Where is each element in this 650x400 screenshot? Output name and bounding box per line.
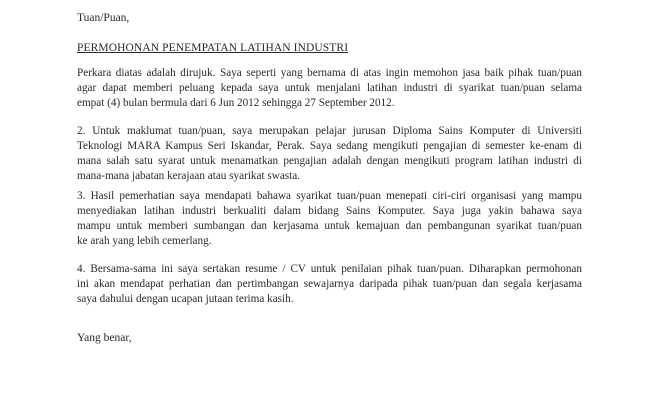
- paragraph-line: mampu untuk memberi sumbangan dan kerjasama untuk kemajuan dan pembangunan syarikat tuan/puan: [77, 220, 582, 232]
- paragraph-line: mana salah satu syarat untuk menamatkan pengajian adalah dengan mengikuti program latihan industri di: [77, 155, 582, 167]
- paragraph-line: 2. Untuk maklumat tuan/puan, saya merupakan pelajar jurusan Diploma Sains Komputer di Universiti: [77, 125, 582, 137]
- paragraph-line: ini akan mendapat perhatian dan pertimbangan sewajarnya daripada pihak tuan/puan dan segala kerjasama: [77, 278, 582, 290]
- paragraph-line: 3. Hasil pemerhatian saya mendapati bahawa syarikat tuan/puan menepati ciri-ciri organisasi yang mampu: [77, 190, 582, 202]
- letter-subject: PERMOHONAN PENEMPATAN LATIHAN INDUSTRI: [77, 42, 349, 54]
- paragraph-line: ke arah yang lebih cemerlang.: [77, 235, 212, 247]
- paragraph-line: mana-mana jabatan kerajaan atau syarikat swasta.: [77, 170, 301, 182]
- closing: Yang benar,: [77, 332, 132, 344]
- paragraph-line: 4. Bersama-sama ini saya sertakan resume / CV untuk penilaian pihak tuan/puan. Diharapkan permohonan: [77, 263, 582, 275]
- paragraph-line: agar dapat memberi peluang kepada saya untuk menjalani latihan industri di syarikat tuan/puan selama: [77, 82, 582, 94]
- salutation: Tuan/Puan,: [77, 12, 130, 24]
- paragraph-line: Teknologi MARA Kampus Seri Iskandar, Perak. Saya sedang mengikuti pengajian di semester ke-enam di: [77, 140, 582, 152]
- paragraph-line: empat (4) bulan bermula dari 6 Jun 2012 sehingga 27 September 2012.: [77, 97, 395, 109]
- paragraph-line: Perkara diatas adalah dirujuk. Saya seperti yang bernama di atas ingin memohon jasa baik pihak tuan/puan: [77, 67, 582, 79]
- paragraph-1: [77, 66, 582, 111]
- paragraph-3: [77, 189, 582, 249]
- paragraph-line: saya dahului dengan ucapan jutaan terima kasih.: [77, 293, 294, 305]
- paragraph-4: [77, 262, 582, 307]
- paragraph-line: menyediakan latihan industri berkualiti dalam bidang Sains Komputer. Saya juga yakin bahawa saya: [77, 205, 582, 217]
- paragraph-2: [77, 124, 582, 184]
